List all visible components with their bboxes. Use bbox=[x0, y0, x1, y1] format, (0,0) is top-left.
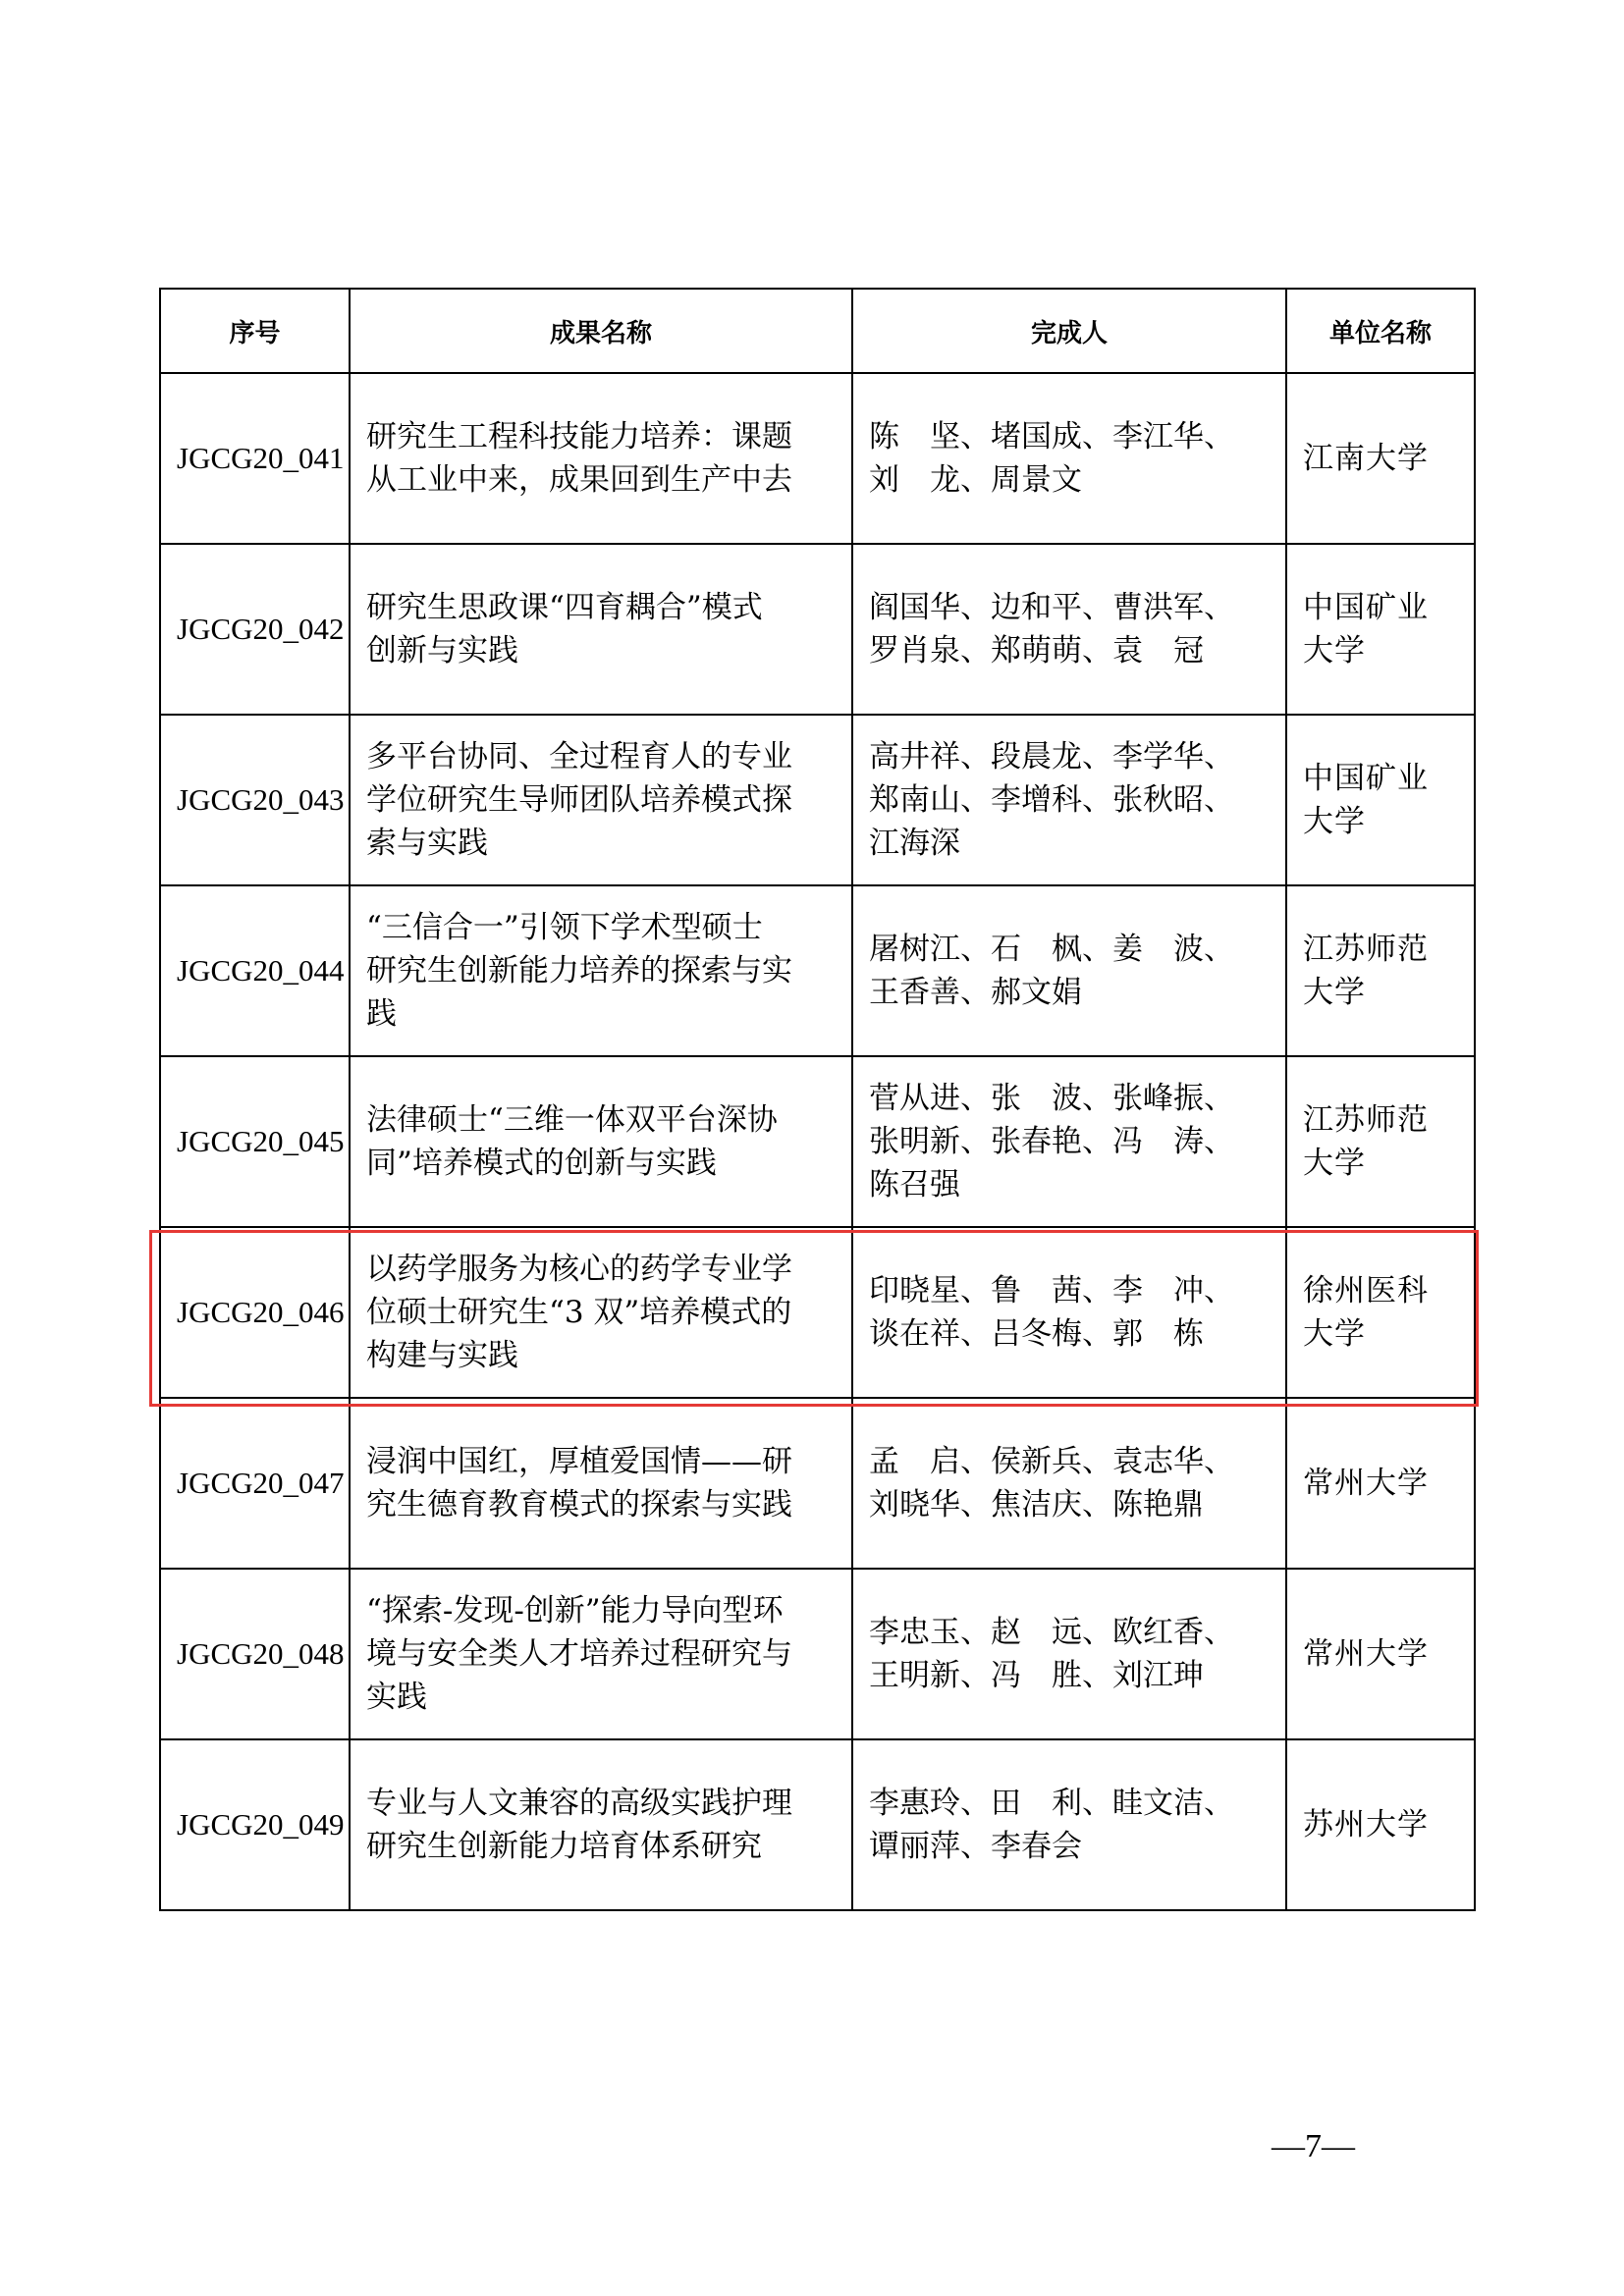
row-serial: JGCG20_041 bbox=[160, 373, 350, 544]
row-completers-line: 李惠玲、田 利、眭文洁、 bbox=[869, 1786, 1234, 1821]
row-unit-name bbox=[1286, 1056, 1475, 1227]
row-unit-name-line: 江苏师范 bbox=[1303, 1102, 1429, 1138]
row-completers-line: 高井祥、段晨龙、李学华、 bbox=[869, 739, 1234, 774]
row-unit-name bbox=[1286, 885, 1475, 1056]
row-completers-line: 刘 龙、周景文 bbox=[869, 462, 1082, 498]
row-achievement-name-line: 同”培养模式的创新与实践 bbox=[366, 1146, 717, 1181]
row-unit-name-line: 大学 bbox=[1303, 975, 1366, 1010]
row-achievement-name-line: 多平台协同、全过程育人的专业 bbox=[366, 739, 792, 774]
row-completers bbox=[852, 1739, 1286, 1910]
row-achievement-name-line: 浸润中国红，厚植爱国情——研 bbox=[366, 1444, 792, 1479]
row-achievement-name-line: 践 bbox=[366, 996, 397, 1032]
row-completers-line: 王香善、郝文娟 bbox=[869, 975, 1082, 1010]
row-achievement-name-line: 法律硕士“三维一体双平台深协 bbox=[366, 1102, 778, 1138]
page-number: —7— bbox=[1272, 2128, 1355, 2164]
table-header-row bbox=[160, 289, 1475, 373]
row-achievement-name-line: 研究生思政课“四育耦合”模式 bbox=[366, 590, 763, 625]
row-completers-line: 陈 坚、堵国成、李江华、 bbox=[869, 419, 1234, 454]
row-unit-name-line: 江苏师范 bbox=[1303, 932, 1429, 967]
results-table bbox=[159, 288, 1476, 1911]
row-unit-name bbox=[1286, 544, 1475, 715]
table-row bbox=[160, 373, 1475, 544]
row-achievement-name bbox=[350, 885, 852, 1056]
row-completers-line: 谭丽萍、李春会 bbox=[869, 1829, 1082, 1864]
row-completers-line: 印晓星、鲁 茜、李 冲、 bbox=[869, 1273, 1234, 1308]
row-completers bbox=[852, 373, 1286, 544]
row-unit-name-line: 常州大学 bbox=[1303, 1636, 1429, 1672]
row-unit-name bbox=[1286, 373, 1475, 544]
row-achievement-name-line: 学位研究生导师团队培养模式探 bbox=[366, 782, 792, 818]
row-completers-line: 江海深 bbox=[869, 826, 960, 861]
row-achievement-name-line: 境与安全类人才培养过程研究与 bbox=[366, 1636, 792, 1672]
row-achievement-name-line: 研究生工程科技能力培养：课题 bbox=[366, 419, 792, 454]
row-completers bbox=[852, 885, 1286, 1056]
row-achievement-name-line: 构建与实践 bbox=[366, 1338, 518, 1373]
header-unit-name: 单位名称 bbox=[1286, 289, 1475, 373]
row-completers-line: 屠树江、石 枫、姜 波、 bbox=[869, 932, 1234, 967]
row-unit-name-line: 苏州大学 bbox=[1303, 1807, 1429, 1842]
row-achievement-name-line: 位硕士研究生“3 双”培养模式的 bbox=[366, 1295, 792, 1330]
row-achievement-name bbox=[350, 1739, 852, 1910]
row-completers bbox=[852, 1056, 1286, 1227]
row-achievement-name-line: 创新与实践 bbox=[366, 633, 518, 668]
row-unit-name-line: 中国矿业 bbox=[1303, 761, 1429, 796]
row-serial: JGCG20_043 bbox=[160, 715, 350, 885]
row-serial: JGCG20_048 bbox=[160, 1569, 350, 1739]
row-completers-line: 王明新、冯 胜、刘江珅 bbox=[869, 1658, 1204, 1693]
table-row bbox=[160, 885, 1475, 1056]
row-unit-name-line: 常州大学 bbox=[1303, 1466, 1429, 1501]
header-serial: 序号 bbox=[160, 289, 350, 373]
row-achievement-name-line: 以药学服务为核心的药学专业学 bbox=[366, 1252, 792, 1287]
table-row bbox=[160, 1398, 1475, 1569]
row-achievement-name-line: 实践 bbox=[366, 1680, 427, 1715]
row-achievement-name-line: 专业与人文兼容的高级实践护理 bbox=[366, 1786, 792, 1821]
row-unit-name bbox=[1286, 1739, 1475, 1910]
row-completers-line: 菅从进、张 波、张峰振、 bbox=[869, 1081, 1234, 1116]
row-unit-name-line: 大学 bbox=[1303, 804, 1366, 839]
table-row bbox=[160, 715, 1475, 885]
row-completers-line: 谈在祥、吕冬梅、郭 栋 bbox=[869, 1316, 1204, 1352]
row-achievement-name bbox=[350, 544, 852, 715]
row-unit-name bbox=[1286, 715, 1475, 885]
row-unit-name bbox=[1286, 1398, 1475, 1569]
row-completers-line: 阎国华、边和平、曹洪军、 bbox=[869, 590, 1234, 625]
row-achievement-name bbox=[350, 1398, 852, 1569]
row-achievement-name bbox=[350, 1227, 852, 1398]
row-unit-name-line: 大学 bbox=[1303, 1316, 1366, 1352]
row-unit-name-line: 大学 bbox=[1303, 633, 1366, 668]
row-unit-name-line: 江南大学 bbox=[1303, 441, 1429, 476]
row-achievement-name-line: 究生德育教育模式的探索与实践 bbox=[366, 1487, 792, 1522]
table-row bbox=[160, 1056, 1475, 1227]
row-completers bbox=[852, 1227, 1286, 1398]
row-completers bbox=[852, 715, 1286, 885]
table-row bbox=[160, 1739, 1475, 1910]
row-unit-name-line: 大学 bbox=[1303, 1146, 1366, 1181]
table-row bbox=[160, 1227, 1475, 1398]
row-achievement-name-line: 索与实践 bbox=[366, 826, 488, 861]
row-serial: JGCG20_044 bbox=[160, 885, 350, 1056]
row-serial: JGCG20_045 bbox=[160, 1056, 350, 1227]
row-serial: JGCG20_046 bbox=[160, 1227, 350, 1398]
row-achievement-name bbox=[350, 373, 852, 544]
header-achievement-name: 成果名称 bbox=[350, 289, 852, 373]
row-achievement-name-line: 研究生创新能力培育体系研究 bbox=[366, 1829, 762, 1864]
row-serial: JGCG20_049 bbox=[160, 1739, 350, 1910]
row-completers-line: 李忠玉、赵 远、欧红香、 bbox=[869, 1615, 1234, 1650]
header-completers: 完成人 bbox=[852, 289, 1286, 373]
row-completers-line: 张明新、张春艳、冯 涛、 bbox=[869, 1124, 1234, 1159]
row-achievement-name-line: “三信合一”引领下学术型硕士 bbox=[366, 910, 763, 945]
row-completers bbox=[852, 1398, 1286, 1569]
row-unit-name-line: 徐州医科 bbox=[1303, 1273, 1429, 1308]
row-completers bbox=[852, 544, 1286, 715]
row-serial: JGCG20_042 bbox=[160, 544, 350, 715]
row-achievement-name bbox=[350, 715, 852, 885]
row-completers-line: 郑南山、李增科、张秋昭、 bbox=[869, 782, 1234, 818]
row-completers bbox=[852, 1569, 1286, 1739]
row-completers-line: 孟 启、侯新兵、袁志华、 bbox=[869, 1444, 1234, 1479]
row-unit-name bbox=[1286, 1569, 1475, 1739]
row-completers-line: 刘晓华、焦洁庆、陈艳鼎 bbox=[869, 1487, 1204, 1522]
row-unit-name-line: 中国矿业 bbox=[1303, 590, 1429, 625]
row-achievement-name bbox=[350, 1569, 852, 1739]
row-achievement-name bbox=[350, 1056, 852, 1227]
row-unit-name bbox=[1286, 1227, 1475, 1398]
row-achievement-name-line: 研究生创新能力培养的探索与实 bbox=[366, 953, 792, 988]
row-serial: JGCG20_047 bbox=[160, 1398, 350, 1569]
row-achievement-name-line: 从工业中来，成果回到生产中去 bbox=[366, 462, 792, 498]
row-completers-line: 陈召强 bbox=[869, 1167, 960, 1202]
table-row bbox=[160, 544, 1475, 715]
row-completers-line: 罗肖泉、郑萌萌、袁 冠 bbox=[869, 633, 1204, 668]
table-row bbox=[160, 1569, 1475, 1739]
row-achievement-name-line: “探索-发现-创新”能力导向型环 bbox=[366, 1593, 784, 1629]
